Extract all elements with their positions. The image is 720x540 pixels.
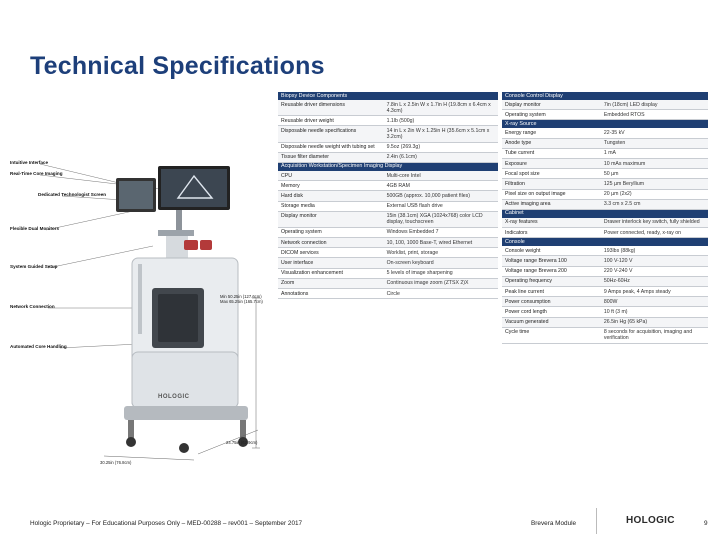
- spec-row: [278, 289, 498, 299]
- spec-row: [278, 191, 498, 201]
- spec-label: Disposable needle weight with tubing set: [281, 144, 375, 151]
- spec-label: Focal spot size: [505, 170, 540, 177]
- page-title: Technical Specifications: [30, 52, 325, 80]
- spec-value: 22-35 kV: [603, 129, 625, 136]
- spec-row: [502, 297, 708, 307]
- callout-label: Flexible Dual Monitors: [10, 226, 60, 231]
- spec-row: [502, 218, 708, 228]
- callout-label: Network Connection: [10, 304, 55, 309]
- spec-row: [502, 179, 708, 189]
- spec-section-header: Acquisition Workstation/Specimen Imaging Display: [278, 163, 498, 171]
- spec-label: Pixel size on output image: [505, 191, 566, 198]
- device-figure: [8, 148, 270, 470]
- spec-value: Power connected, ready, x-ray on: [603, 229, 682, 236]
- spec-row: [502, 190, 708, 200]
- spec-row: [502, 287, 708, 297]
- spec-label: Peak line current: [505, 288, 544, 295]
- spec-label: Display monitor: [281, 213, 317, 220]
- spec-row: [278, 181, 498, 191]
- spec-label: Cycle time: [505, 329, 530, 336]
- spec-value: Multi-core Intel: [386, 172, 421, 179]
- spec-value: Drawer interlock key switch, fully shielded: [603, 219, 700, 226]
- spec-row: [502, 100, 708, 110]
- spec-label: Reusable driver weight: [281, 117, 334, 124]
- spec-label: Tissue filter diameter: [281, 154, 329, 161]
- spec-label: Filtration: [505, 180, 525, 187]
- spec-label: Console weight: [505, 247, 541, 254]
- spec-value: 10 mAs maximum: [603, 160, 646, 167]
- spec-value: 500GB (approx. 10,000 patient files): [386, 192, 470, 199]
- spec-label: Annotations: [281, 290, 309, 297]
- spec-value: Worklist, print, storage: [386, 249, 439, 256]
- spec-value: 5 levels of image sharpening: [386, 270, 453, 277]
- spec-value: 50Hz-60Hz: [603, 278, 630, 285]
- spec-value: 14 in L x 2in W x 1.25in H (35.6cm x 5.1cm x 3.2cm): [386, 127, 490, 140]
- spec-row: [502, 256, 708, 266]
- depth-dimension: 24.75in (62.9cm): [226, 440, 258, 445]
- spec-label: Voltage range Brevera 100: [505, 258, 567, 265]
- spec-row: [278, 228, 498, 238]
- spec-value: 220 V-240 V: [603, 268, 633, 275]
- spec-row: [278, 100, 498, 116]
- spec-value: 800W: [603, 298, 618, 305]
- specifications-table: [278, 92, 708, 402]
- spec-row: [278, 171, 498, 181]
- spec-row: [502, 159, 708, 169]
- spec-value: Windows Embedded 7: [386, 229, 439, 236]
- spec-label: Memory: [281, 182, 300, 189]
- spec-section-header: Console Control Display: [502, 92, 708, 100]
- spec-row: [278, 269, 498, 279]
- spec-row: [502, 149, 708, 159]
- spec-label: Power consumption: [505, 298, 551, 305]
- spec-value: 1.1lb (500g): [386, 117, 415, 124]
- footer-divider: [596, 508, 597, 534]
- spec-value: Tungsten: [603, 140, 626, 147]
- spec-value: 9.5oz (269.3g): [386, 144, 421, 151]
- spec-value: 125 µm Beryllium: [603, 180, 645, 187]
- spec-label: Energy range: [505, 129, 537, 136]
- spec-value: 2.4in (6.1cm): [386, 154, 417, 161]
- width-dimension: 30.25in (76.8cm): [100, 460, 132, 465]
- spec-row: [278, 143, 498, 153]
- spec-row: [502, 228, 708, 238]
- spec-label: Power cord length: [505, 308, 547, 315]
- spec-row: [502, 267, 708, 277]
- spec-label: Operating frequency: [505, 278, 553, 285]
- spec-row: [502, 200, 708, 210]
- spec-section-header: Console: [502, 238, 708, 246]
- spec-value: Embedded RTOS: [603, 111, 645, 118]
- spec-value: External USB flash drive: [386, 203, 443, 210]
- spec-label: Tube current: [505, 150, 535, 157]
- callout-label: Real-Time Core Imaging: [10, 171, 63, 176]
- spec-value: Continuous image zoom (ZTSX 2)X: [386, 280, 469, 287]
- spec-value: 7.8in L x 2.5in W x 1.7in H (19.8cm x 6.4cm x 4.3cm): [386, 101, 491, 114]
- spec-label: DICOM services: [281, 249, 319, 256]
- spec-row: [278, 279, 498, 289]
- spec-label: Exposure: [505, 160, 527, 167]
- spec-label: Disposable needle specifications: [281, 127, 357, 134]
- spec-row: [502, 307, 708, 317]
- spec-label: Anode type: [505, 140, 532, 147]
- spec-row: [502, 139, 708, 149]
- spec-row: [278, 248, 498, 258]
- spec-label: Voltage range Brevera 200: [505, 268, 567, 275]
- spec-label: Storage media: [281, 203, 315, 210]
- spec-row: [278, 258, 498, 268]
- spec-row: [278, 153, 498, 163]
- callout-label: Automated Core Handling: [10, 344, 67, 349]
- spec-label: CPU: [281, 172, 292, 179]
- spec-value: 1 mA: [603, 150, 616, 157]
- spec-column-right: [502, 92, 708, 344]
- spec-value: 10 ft (3 m): [603, 308, 628, 315]
- callout-label: System Guided Setup: [10, 264, 58, 269]
- spec-section-header: Cabinet: [502, 210, 708, 218]
- spec-value: 20 µm (2x2): [603, 191, 632, 198]
- spec-value: 10, 100, 1000 Base-T, wired Ethernet: [386, 239, 473, 246]
- spec-value: 50 µm: [603, 170, 619, 177]
- spec-row: [278, 202, 498, 212]
- spec-label: Operating system: [505, 111, 546, 118]
- spec-label: Vacuum generated: [505, 319, 549, 326]
- spec-value: 8 seconds for acquisition, imaging and verification: [603, 329, 693, 342]
- cabinet-brand-label: HOLOGIC: [158, 394, 190, 400]
- spec-label: User interface: [281, 260, 314, 267]
- spec-row: [502, 169, 708, 179]
- spec-label: Visualization enhancement: [281, 270, 343, 277]
- spec-row: [502, 318, 708, 328]
- footer-disclaimer: Hologic Proprietary – For Educational Purposes Only – MED-00288 – rev001 – September 2017: [30, 520, 303, 527]
- spec-value: 100 V-120 V: [603, 258, 633, 265]
- spec-row: [278, 126, 498, 142]
- spec-label: Active imaging area: [505, 201, 551, 208]
- spec-value: 7in (18cm) LED display: [603, 101, 658, 108]
- spec-label: Hard disk: [281, 192, 303, 199]
- spec-row: [502, 246, 708, 256]
- spec-column-left: [278, 92, 498, 299]
- spec-row: [278, 238, 498, 248]
- height-dimension: Min 50.25in (127.6cm) Max 65.25in (165.7cm): [220, 294, 263, 305]
- spec-section-header: X-ray Source: [502, 120, 708, 128]
- spec-row: [278, 212, 498, 228]
- spec-value: On-screen keyboard: [386, 260, 434, 267]
- spec-row: [502, 110, 708, 120]
- spec-section-header: Biopsy Device Components: [278, 92, 498, 100]
- spec-value: 4GB RAM: [386, 182, 410, 189]
- spec-value: Circle: [386, 290, 400, 297]
- callout-label: Dedicated Technologist Screen: [38, 192, 107, 197]
- spec-value: 3.3 cm x 2.5 cm: [603, 201, 641, 208]
- spec-row: [278, 116, 498, 126]
- spec-row: [502, 328, 708, 344]
- spec-value: 193lbs (88kg): [603, 247, 636, 254]
- spec-value: 9 Amps peak, 4 Amps steady: [603, 288, 671, 295]
- spec-label: Zoom: [281, 280, 295, 287]
- spec-label: Reusable driver dimensions: [281, 101, 346, 108]
- spec-label: X-ray features: [505, 219, 538, 226]
- page-number: 9: [704, 520, 708, 527]
- spec-value: 15in (38.1cm) XGA (1024x768) color LCD display, touchscreen: [386, 213, 483, 226]
- callout-label: Intuitive Interface: [10, 160, 49, 165]
- spec-label: Indicators: [505, 229, 528, 236]
- spec-value: 26.5in Hg (65 kPa): [603, 319, 648, 326]
- spec-row: [502, 277, 708, 287]
- spec-row: [502, 128, 708, 138]
- hologic-logo: HOLOGIC: [626, 515, 675, 526]
- spec-label: Operating system: [281, 229, 322, 236]
- spec-label: Network connection: [281, 239, 327, 246]
- spec-label: Display monitor: [505, 101, 541, 108]
- footer-product-name: Brevera Module: [531, 520, 577, 527]
